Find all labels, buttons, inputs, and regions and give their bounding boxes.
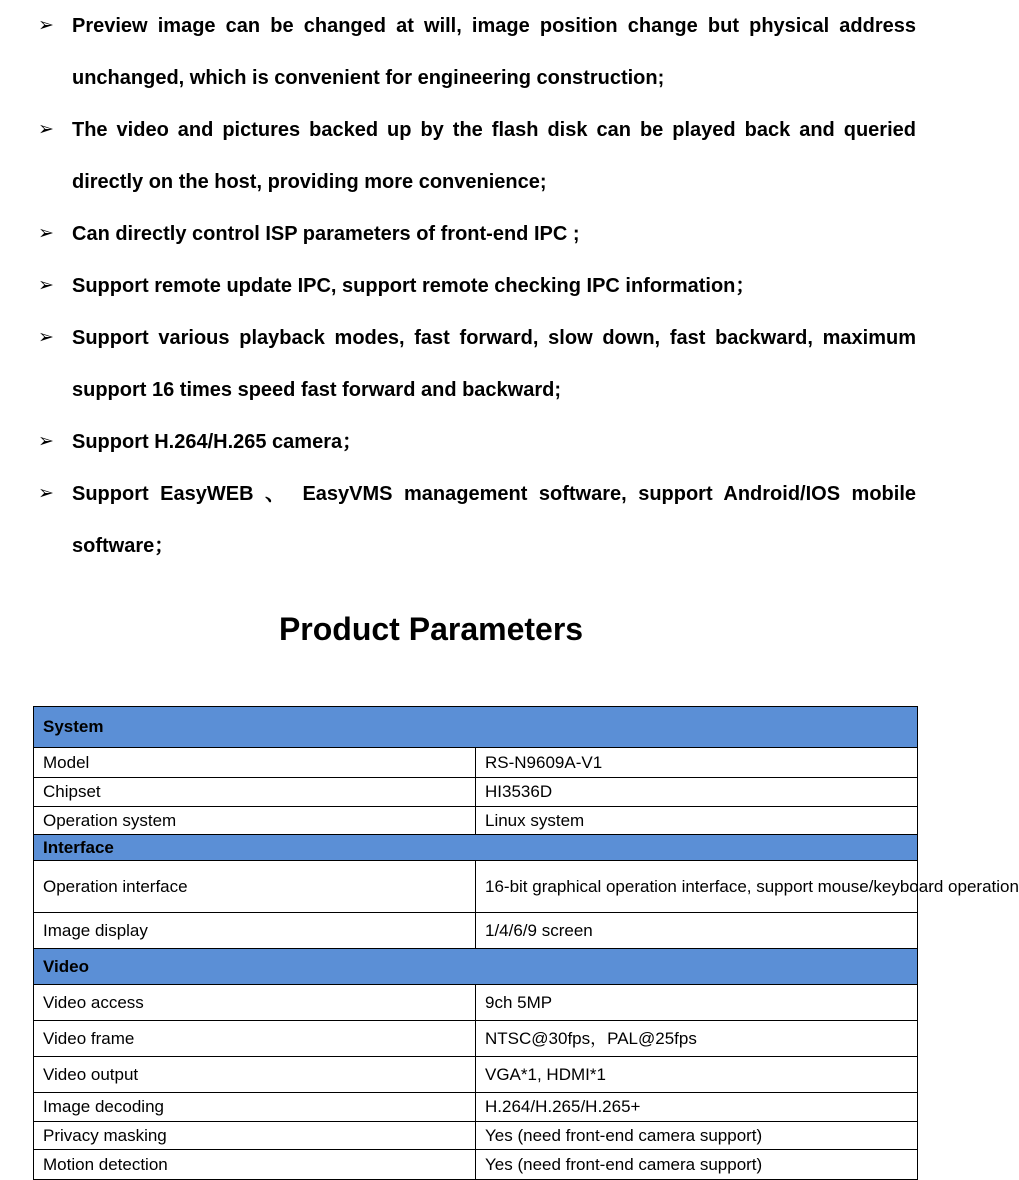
feature-text: Support remote update IPC, support remote checking IPC information；: [72, 275, 756, 297]
param-label: Chipset: [34, 778, 476, 807]
feature-text: Support EasyWEB 、 EasyVMS management software, support Android/IOS mobile software；: [72, 483, 916, 557]
feature-list: [36, 0, 916, 572]
page-title: Product Parameters: [278, 611, 584, 647]
param-value: Yes (need front-end camera support): [476, 1150, 918, 1180]
table-row: [34, 1122, 918, 1150]
param-value: HI3536D: [476, 778, 918, 807]
table-row: [34, 861, 918, 913]
section-header-video: [34, 949, 918, 985]
feature-item: [36, 312, 916, 416]
section-title: Video: [34, 949, 918, 985]
feature-item: [36, 416, 916, 468]
product-parameters-table: [33, 706, 1019, 1180]
feature-item: [36, 468, 916, 572]
feature-text: Support various playback modes, fast forward, slow down, fast backward, maximum support 16 times speed fast forward and backward;: [72, 327, 916, 401]
param-value: 9ch 5MP: [476, 985, 918, 1021]
arrow-bullet-icon: ➢: [38, 431, 54, 452]
param-value: Linux system: [476, 807, 918, 835]
arrow-bullet-icon: ➢: [38, 15, 54, 36]
table-row: [34, 1150, 918, 1180]
table-row: [34, 778, 918, 807]
param-value: 16-bit graphical operation interface, support mouse/keyboard operation: [476, 861, 918, 913]
arrow-bullet-icon: ➢: [38, 223, 54, 244]
feature-text: Can directly control ISP parameters of front-end IPC ;: [72, 223, 580, 245]
section-title: System: [34, 707, 918, 748]
table-row: [34, 1093, 918, 1122]
param-label: Privacy masking: [34, 1122, 476, 1150]
param-label: Video access: [34, 985, 476, 1021]
param-value: VGA*1, HDMI*1: [476, 1057, 918, 1093]
param-value: 1/4/6/9 screen: [476, 913, 918, 949]
table-row: [34, 748, 918, 778]
feature-item: [36, 0, 916, 104]
param-label: Video output: [34, 1057, 476, 1093]
param-label: Operation system: [34, 807, 476, 835]
param-label: Operation interface: [34, 861, 476, 913]
table-row: [34, 807, 918, 835]
param-label: Image display: [34, 913, 476, 949]
feature-item: [36, 104, 916, 208]
feature-text: Preview image can be changed at will, image position change but physical address unchanged, which is convenient for engineering construction;: [72, 15, 916, 89]
feature-item: [36, 260, 916, 312]
table-row: [34, 985, 918, 1021]
section-header-system: [34, 707, 918, 748]
section-header-interface: [34, 835, 918, 861]
feature-item: [36, 208, 916, 260]
param-label: Motion detection: [34, 1150, 476, 1180]
param-label: Model: [34, 748, 476, 778]
param-label: Video frame: [34, 1021, 476, 1057]
table-row: [34, 1021, 918, 1057]
arrow-bullet-icon: ➢: [38, 275, 54, 296]
param-value: H.264/H.265/H.265+: [476, 1093, 918, 1122]
section-title: Interface: [34, 835, 918, 861]
arrow-bullet-icon: ➢: [38, 119, 54, 140]
param-value: NTSC@30fps，PAL@25fps: [476, 1021, 918, 1057]
arrow-bullet-icon: ➢: [38, 483, 54, 504]
param-value: RS-N9609A-V1: [476, 748, 918, 778]
feature-text: Support H.264/H.265 camera；: [72, 431, 363, 453]
table-row: [34, 913, 918, 949]
param-label: Image decoding: [34, 1093, 476, 1122]
param-value: Yes (need front-end camera support): [476, 1122, 918, 1150]
arrow-bullet-icon: ➢: [38, 327, 54, 348]
feature-text: The video and pictures backed up by the flash disk can be played back and queried directly on the host, providing more convenience;: [72, 119, 916, 193]
table-row: [34, 1057, 918, 1093]
